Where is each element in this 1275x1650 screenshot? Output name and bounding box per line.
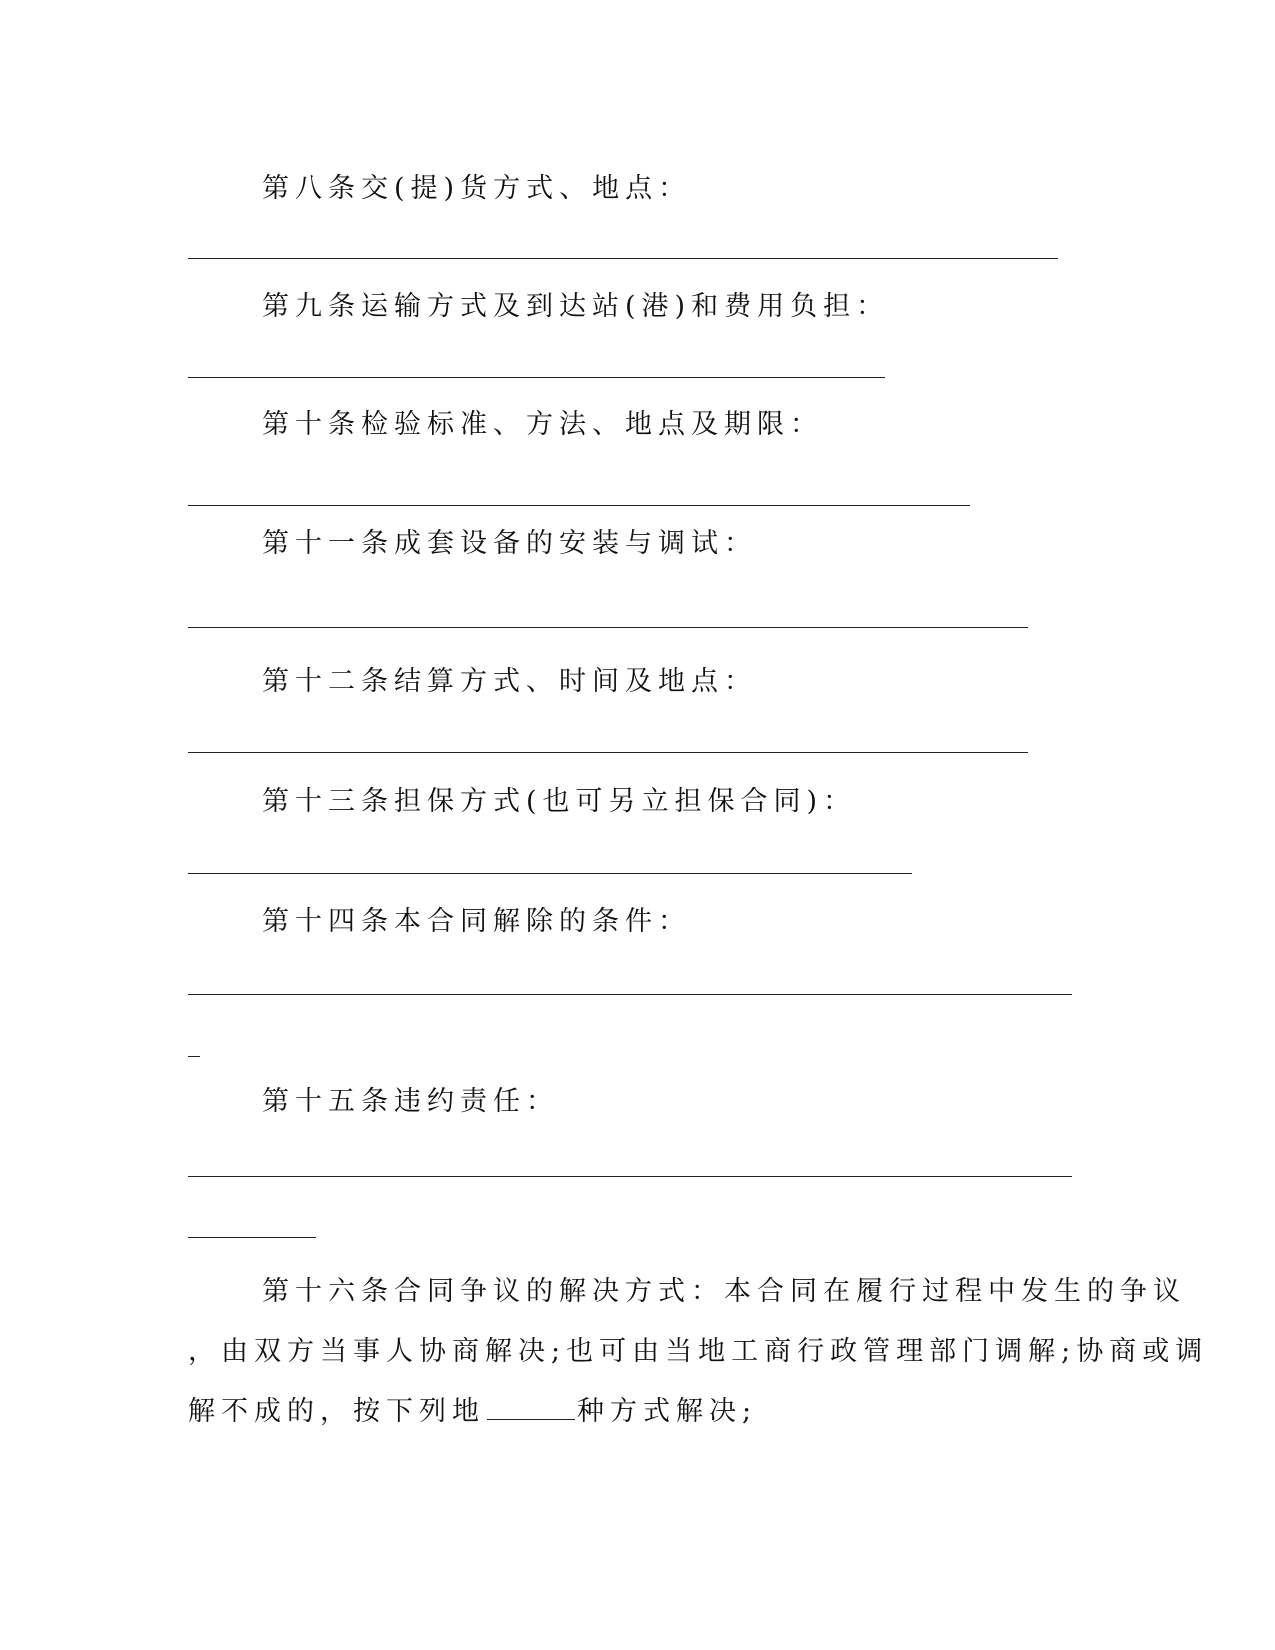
fill-in-line-10 — [188, 505, 970, 506]
clause-15-heading: 第十五条违约责任： — [262, 1086, 559, 1117]
fill-in-line-11 — [188, 627, 1028, 628]
fill-in-line-12 — [188, 752, 1028, 753]
fill-in-line-13 — [188, 873, 912, 874]
clause-16-line-2: ，由双方当事人协商解决;也可由当地工商行政管理部门调解;协商或调 — [188, 1336, 1209, 1367]
inline-fill-in-blank — [487, 1397, 575, 1420]
clause-16-line-1: 第十六条合同争议的解决方式：本合同在履行过程中发生的争议 — [262, 1276, 1186, 1307]
clause-12-heading: 第十二条结算方式、时间及地点： — [262, 666, 757, 697]
fill-in-line-15b — [188, 1237, 316, 1238]
clause-8-heading: 第八条交(提)货方式、地点： — [262, 173, 692, 204]
fill-in-line-15a — [188, 1176, 1072, 1177]
fill-in-line-14a — [188, 994, 1072, 995]
fill-in-line-9 — [188, 377, 885, 378]
clause-9-heading: 第九条运输方式及到达站(港)和费用负担： — [262, 291, 890, 322]
clause-16-line-3-after: 种方式解决; — [577, 1396, 758, 1427]
fill-in-line-8 — [188, 258, 1058, 259]
clause-13-heading: 第十三条担保方式(也可另立担保合同)： — [262, 786, 857, 817]
clause-14-heading: 第十四条本合同解除的条件： — [262, 906, 691, 937]
clause-16-line-3-before: 解不成的，按下列地 — [188, 1396, 485, 1427]
clause-16-line-3 — [188, 1395, 757, 1429]
clause-11-heading: 第十一条成套设备的安装与调试： — [262, 528, 757, 559]
clause-10-heading: 第十条检验标准、方法、地点及期限： — [262, 409, 823, 440]
fill-in-line-14b — [188, 1056, 200, 1057]
